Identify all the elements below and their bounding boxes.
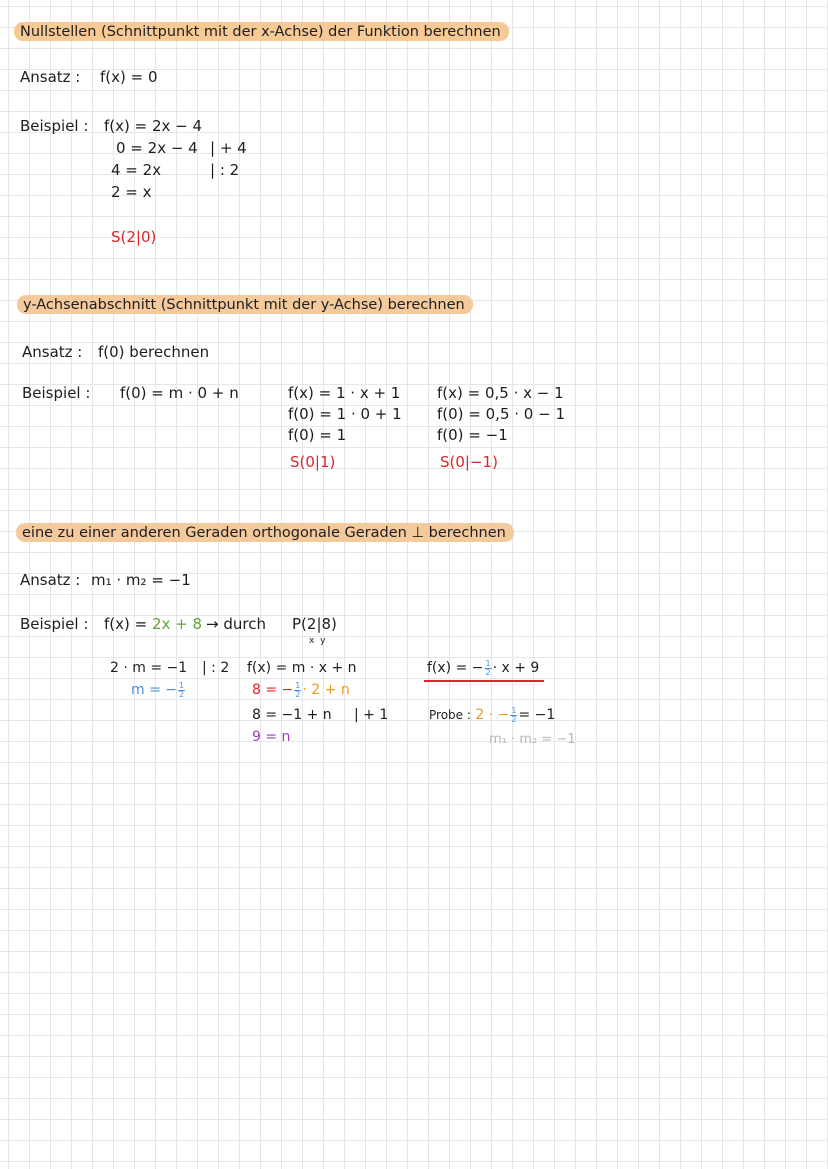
section3-calc-line: f(x) = m · x + n xyxy=(247,660,357,676)
section2-ansatz-value: f(0) berechnen xyxy=(98,343,210,361)
section3-calc-line: 8 = −1 + n xyxy=(252,707,332,723)
fraction: $\frac{1}{2}$ xyxy=(179,680,185,699)
section1-beispiel-label: Beispiel : xyxy=(20,117,89,135)
section1-ansatz-value: f(x) = 0 xyxy=(100,68,158,86)
section3-probe-note: m₁ · m₂ = −1 xyxy=(489,732,576,747)
section1-line: 2 = x xyxy=(111,183,152,201)
step1-left: 2 · m = −1 xyxy=(110,660,188,676)
probe-label: Probe : xyxy=(429,708,471,722)
section1-line: f(x) = 2x − 4 xyxy=(104,117,203,135)
section3-heading: eine zu einer anderen Geraden orthogonale Geraden ⊥ berechnen xyxy=(16,523,514,542)
section3-probe xyxy=(429,706,555,724)
section3-step1-result xyxy=(131,681,186,699)
section2-example1-line: f(x) = 1 · x + 1 xyxy=(288,384,401,402)
section1-heading: Nullstellen (Schnittpunkt mit der x-Achse) der Funktion berechnen xyxy=(14,22,509,41)
section3-example-fn xyxy=(104,615,202,633)
final-fn-underline xyxy=(424,680,544,682)
fraction: $\frac{1}{2}$ xyxy=(511,705,517,724)
final-fn-prefix: f(x) = − xyxy=(427,660,484,676)
probe-pre: 2 · − xyxy=(475,707,510,723)
section2-result2: S(0|−1) xyxy=(440,453,498,471)
section2-example2-line: f(0) = −1 xyxy=(437,426,508,444)
example-fn-value: 2x + 8 xyxy=(151,615,203,633)
section2-heading: y-Achsenabschnitt (Schnittpunkt mit der y-Achse) berechnen xyxy=(17,295,473,314)
section2-general: f(0) = m · 0 + n xyxy=(120,384,239,402)
step1-result-prefix: m = − xyxy=(131,682,177,698)
section3-beispiel-label: Beispiel : xyxy=(20,615,89,633)
section1-result: S(2|0) xyxy=(111,228,157,246)
fraction: $\frac{1}{2}$ xyxy=(485,658,491,677)
section2-result1: S(0|1) xyxy=(290,453,336,471)
section3-point-xy: x y xyxy=(309,636,326,646)
section2-example1-line: f(0) = 1 xyxy=(288,426,347,444)
section1-ansatz-label: Ansatz : xyxy=(20,68,81,86)
section3-step1 xyxy=(110,659,187,677)
fraction: $\frac{1}{2}$ xyxy=(295,680,301,699)
section3-calc-line xyxy=(252,681,350,699)
section2-example2-line: f(0) = 0,5 · 0 − 1 xyxy=(437,405,565,423)
section3-ansatz-label: Ansatz : xyxy=(20,571,81,589)
section3-ansatz-value: m₁ · m₂ = −1 xyxy=(91,571,191,589)
probe-post: = −1 xyxy=(518,707,556,723)
section2-beispiel-label: Beispiel : xyxy=(22,384,91,402)
final-fn-suffix: · x + 9 xyxy=(492,660,540,676)
section3-calc-line: 9 = n xyxy=(252,729,291,745)
section1-op: | : 2 xyxy=(210,161,240,179)
section2-example1-line: f(0) = 1 · 0 + 1 xyxy=(288,405,402,423)
section3-calc-op: | + 1 xyxy=(354,707,389,723)
section1-op: | + 4 xyxy=(210,139,247,157)
section3-arrow-durch: → durch xyxy=(206,615,266,633)
section3-point: P(2|8) xyxy=(292,615,337,633)
section1-line: 4 = 2x xyxy=(111,161,162,179)
calc-part: 8 = − xyxy=(252,682,294,698)
section3-step1-op: | : 2 xyxy=(202,660,230,676)
section2-ansatz-label: Ansatz : xyxy=(22,343,83,361)
section2-example2-line: f(x) = 0,5 · x − 1 xyxy=(437,384,564,402)
section3-final-fn xyxy=(427,659,539,677)
example-fn-prefix: f(x) = xyxy=(104,615,152,633)
calc-part: · 2 + n xyxy=(302,682,350,698)
section1-line: 0 = 2x − 4 xyxy=(116,139,198,157)
